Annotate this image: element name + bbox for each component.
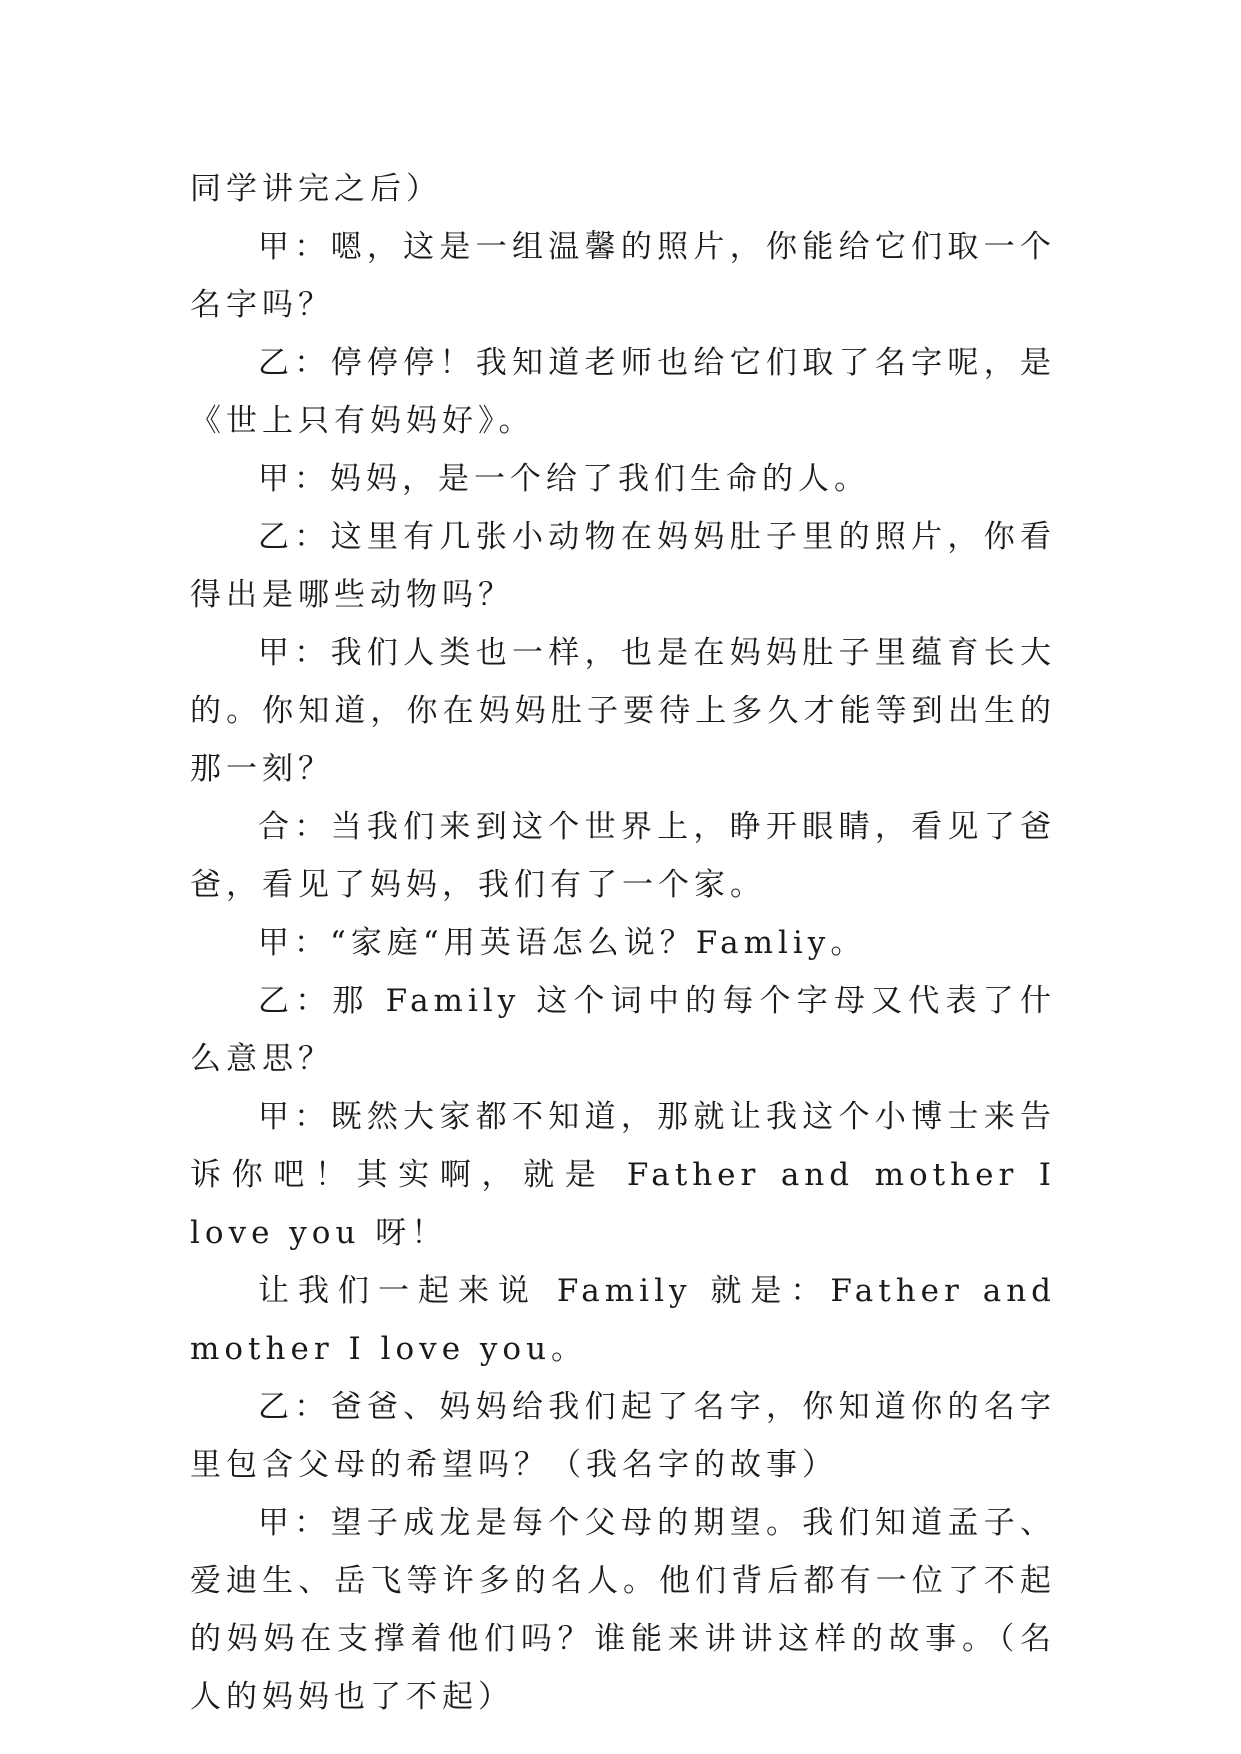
- paragraph: 甲：“家庭“用英语怎么说？Famliy。: [258, 925, 867, 961]
- paragraph: 同学讲完之后）: [190, 171, 442, 207]
- paragraph: 甲：既然大家都不知道，那就让我这个小博士来告诉你吧！其实啊，就是 Father and mother I love you 呀！: [190, 1099, 1056, 1251]
- paragraph: 甲：我们人类也一样，也是在妈妈肚子里蕴育长大的。你知道，你在妈妈肚子要待上多久才能等到出生的那一刻？: [190, 635, 1056, 787]
- document-body: [190, 160, 1056, 1726]
- paragraph: 乙：这里有几张小动物在妈妈肚子里的照片，你看得出是哪些动物吗？: [190, 519, 1056, 613]
- paragraph: 甲：嗯，这是一组温馨的照片，你能给它们取一个名字吗？: [190, 229, 1056, 323]
- paragraph: 乙：那 Family 这个词中的每个字母又代表了什么意思？: [190, 983, 1056, 1077]
- paragraph: 合：当我们来到这个世界上，睁开眼睛，看见了爸爸，看见了妈妈，我们有了一个家。: [190, 809, 1056, 903]
- paragraph: 让我们一起来说 Family 就是：Father and mother I love you。: [190, 1273, 1056, 1367]
- paragraph: 乙：停停停！我知道老师也给它们取了名字呢，是《世上只有妈妈好》。: [190, 345, 1056, 439]
- paragraph: 乙：爸爸、妈妈给我们起了名字，你知道你的名字里包含父母的希望吗？（我名字的故事）: [190, 1389, 1056, 1483]
- paragraph: 甲：妈妈，是一个给了我们生命的人。: [258, 461, 870, 497]
- paragraph: 甲：望子成龙是每个父母的期望。我们知道孟子、爱迪生、岳飞等许多的名人。他们背后都有一位了不起的妈妈在支撑着他们吗？谁能来讲讲这样的故事。（名人的妈妈也了不起）: [190, 1505, 1056, 1715]
